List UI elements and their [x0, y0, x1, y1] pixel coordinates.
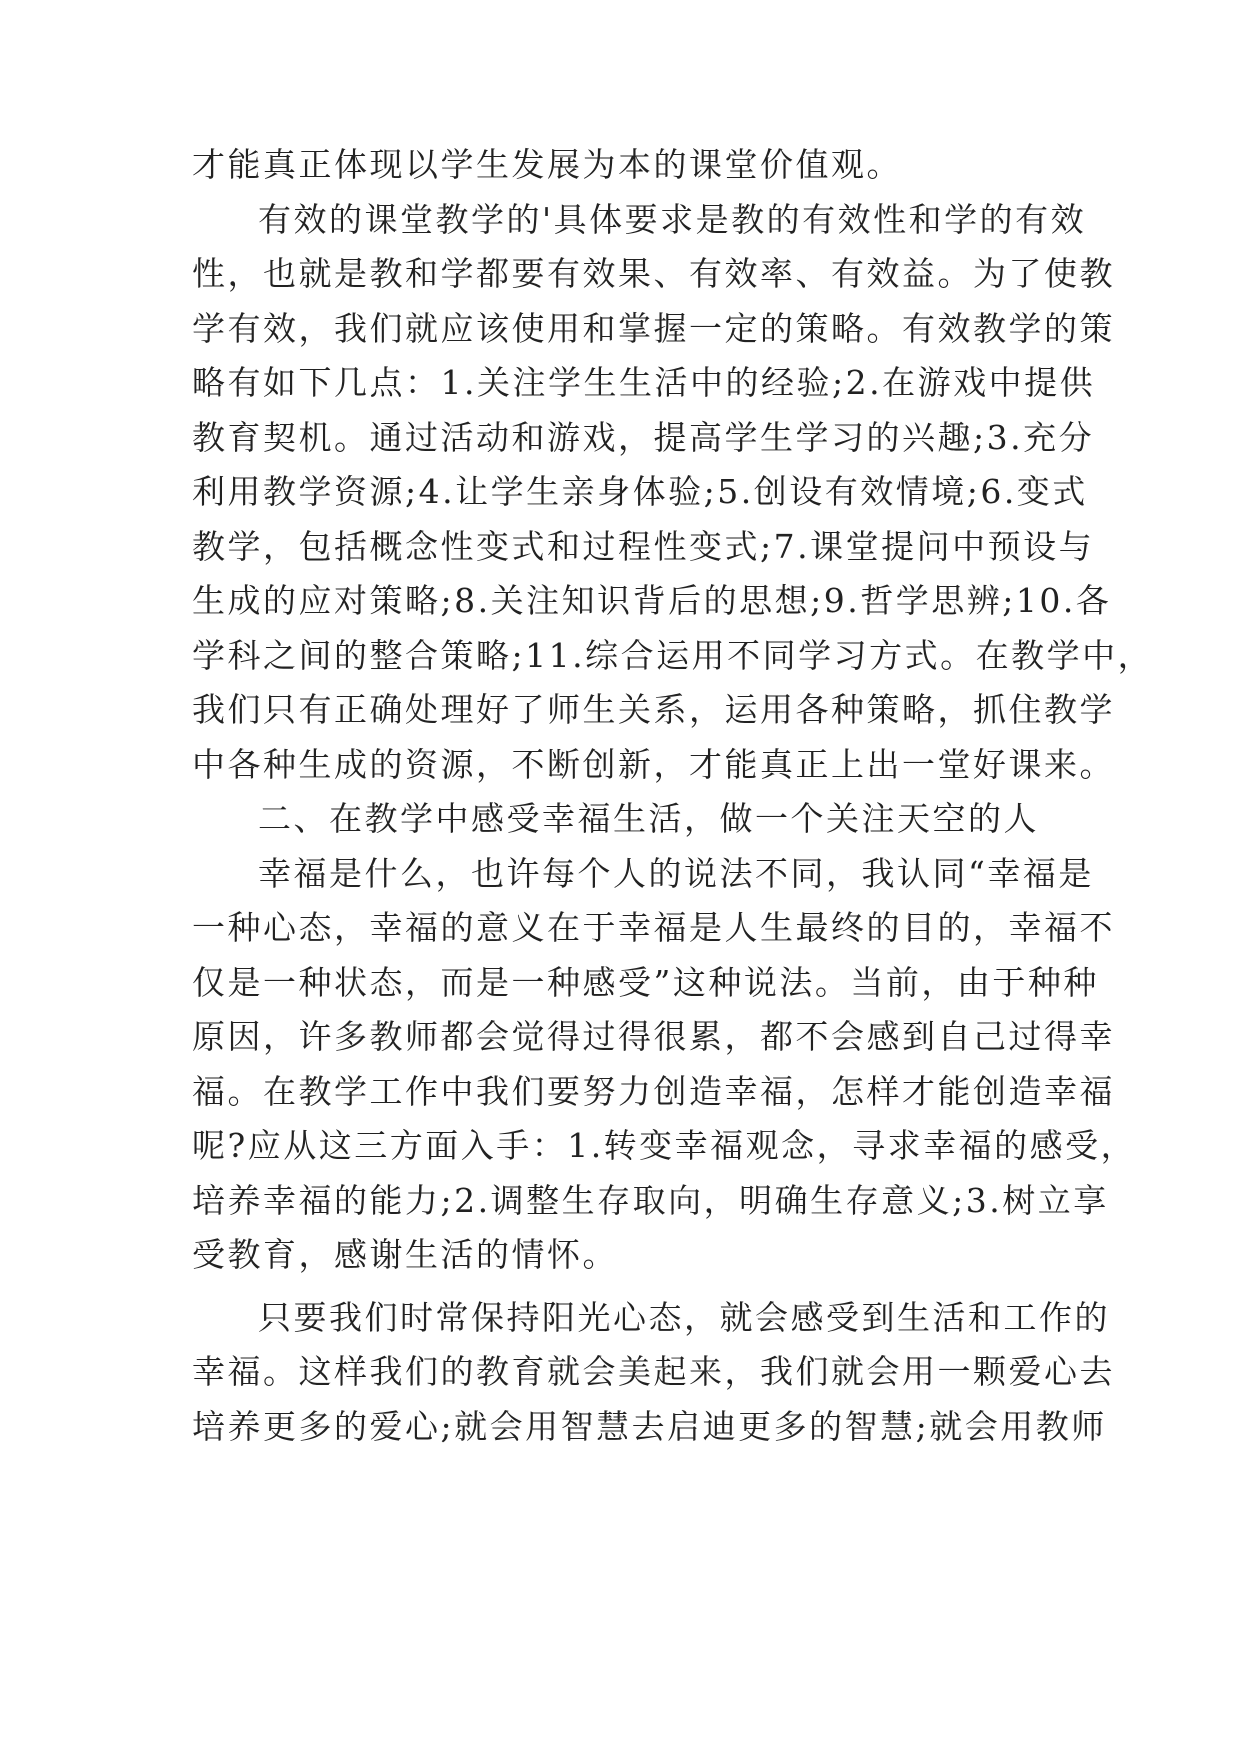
- text-line: 中各种生成的资源，不断创新，才能真正上出一堂好课来。: [192, 745, 1115, 784]
- paragraph-start-line: 有效的课堂教学的'具体要求是教的有效性和学的有效: [258, 200, 1087, 239]
- text-line: 培养更多的爱心;就会用智慧去启迪更多的智慧;就会用教师: [192, 1407, 1107, 1446]
- text-line: 学科之间的整合策略;11.综合运用不同学习方式。在教学中，: [192, 636, 1154, 675]
- section-heading: 二、在教学中感受幸福生活，做一个关注天空的人: [258, 799, 1039, 838]
- text-line: 学有效，我们就应该使用和掌握一定的策略。有效教学的策: [192, 309, 1115, 348]
- text-line: 原因，许多教师都会觉得过得很累，都不会感到自己过得幸: [192, 1017, 1115, 1056]
- text-line: 教学，包括概念性变式和过程性变式;7.课堂提问中预设与: [192, 527, 1095, 566]
- text-line: 呢?应从这三方面入手：1.转变幸福观念，寻求幸福的感受，: [192, 1126, 1137, 1165]
- text-line: 生成的应对策略;8.关注知识背后的思想;9.哲学思辨;10.各: [192, 581, 1112, 620]
- paragraph-start-line: 只要我们时常保持阳光心态，就会感受到生活和工作的: [258, 1298, 1110, 1337]
- text-line: 一种心态，幸福的意义在于幸福是人生最终的目的，幸福不: [192, 908, 1115, 947]
- text-line: 幸福。这样我们的教育就会美起来，我们就会用一颗爱心去: [192, 1352, 1115, 1391]
- text-line: 教育契机。通过活动和游戏，提高学生学习的兴趣;3.充分: [192, 418, 1095, 457]
- text-line: 培养幸福的能力;2.调整生存取向，明确生存意义;3.树立享: [192, 1181, 1109, 1220]
- paragraph-start-line: 幸福是什么，也许每个人的说法不同，我认同“幸福是: [258, 854, 1094, 893]
- text-line: 受教育，感谢生活的情怀。: [192, 1235, 618, 1274]
- text-line: 才能真正体现以学生发展为本的课堂价值观。: [192, 145, 902, 184]
- text-line: 利用教学资源;4.让学生亲身体验;5.创设有效情境;6.变式: [192, 472, 1088, 511]
- text-line: 福。在教学工作中我们要努力创造幸福，怎样才能创造幸福: [192, 1072, 1115, 1111]
- text-line: 略有如下几点：1.关注学生生活中的经验;2.在游戏中提供: [192, 363, 1096, 402]
- text-line: 性，也就是教和学都要有效果、有效率、有效益。为了使教: [192, 254, 1115, 293]
- text-line: 我们只有正确处理好了师生关系，运用各种策略，抓住教学: [192, 690, 1115, 729]
- text-line: 仅是一种状态，而是一种感受”这种说法。当前，由于种种: [192, 963, 1099, 1002]
